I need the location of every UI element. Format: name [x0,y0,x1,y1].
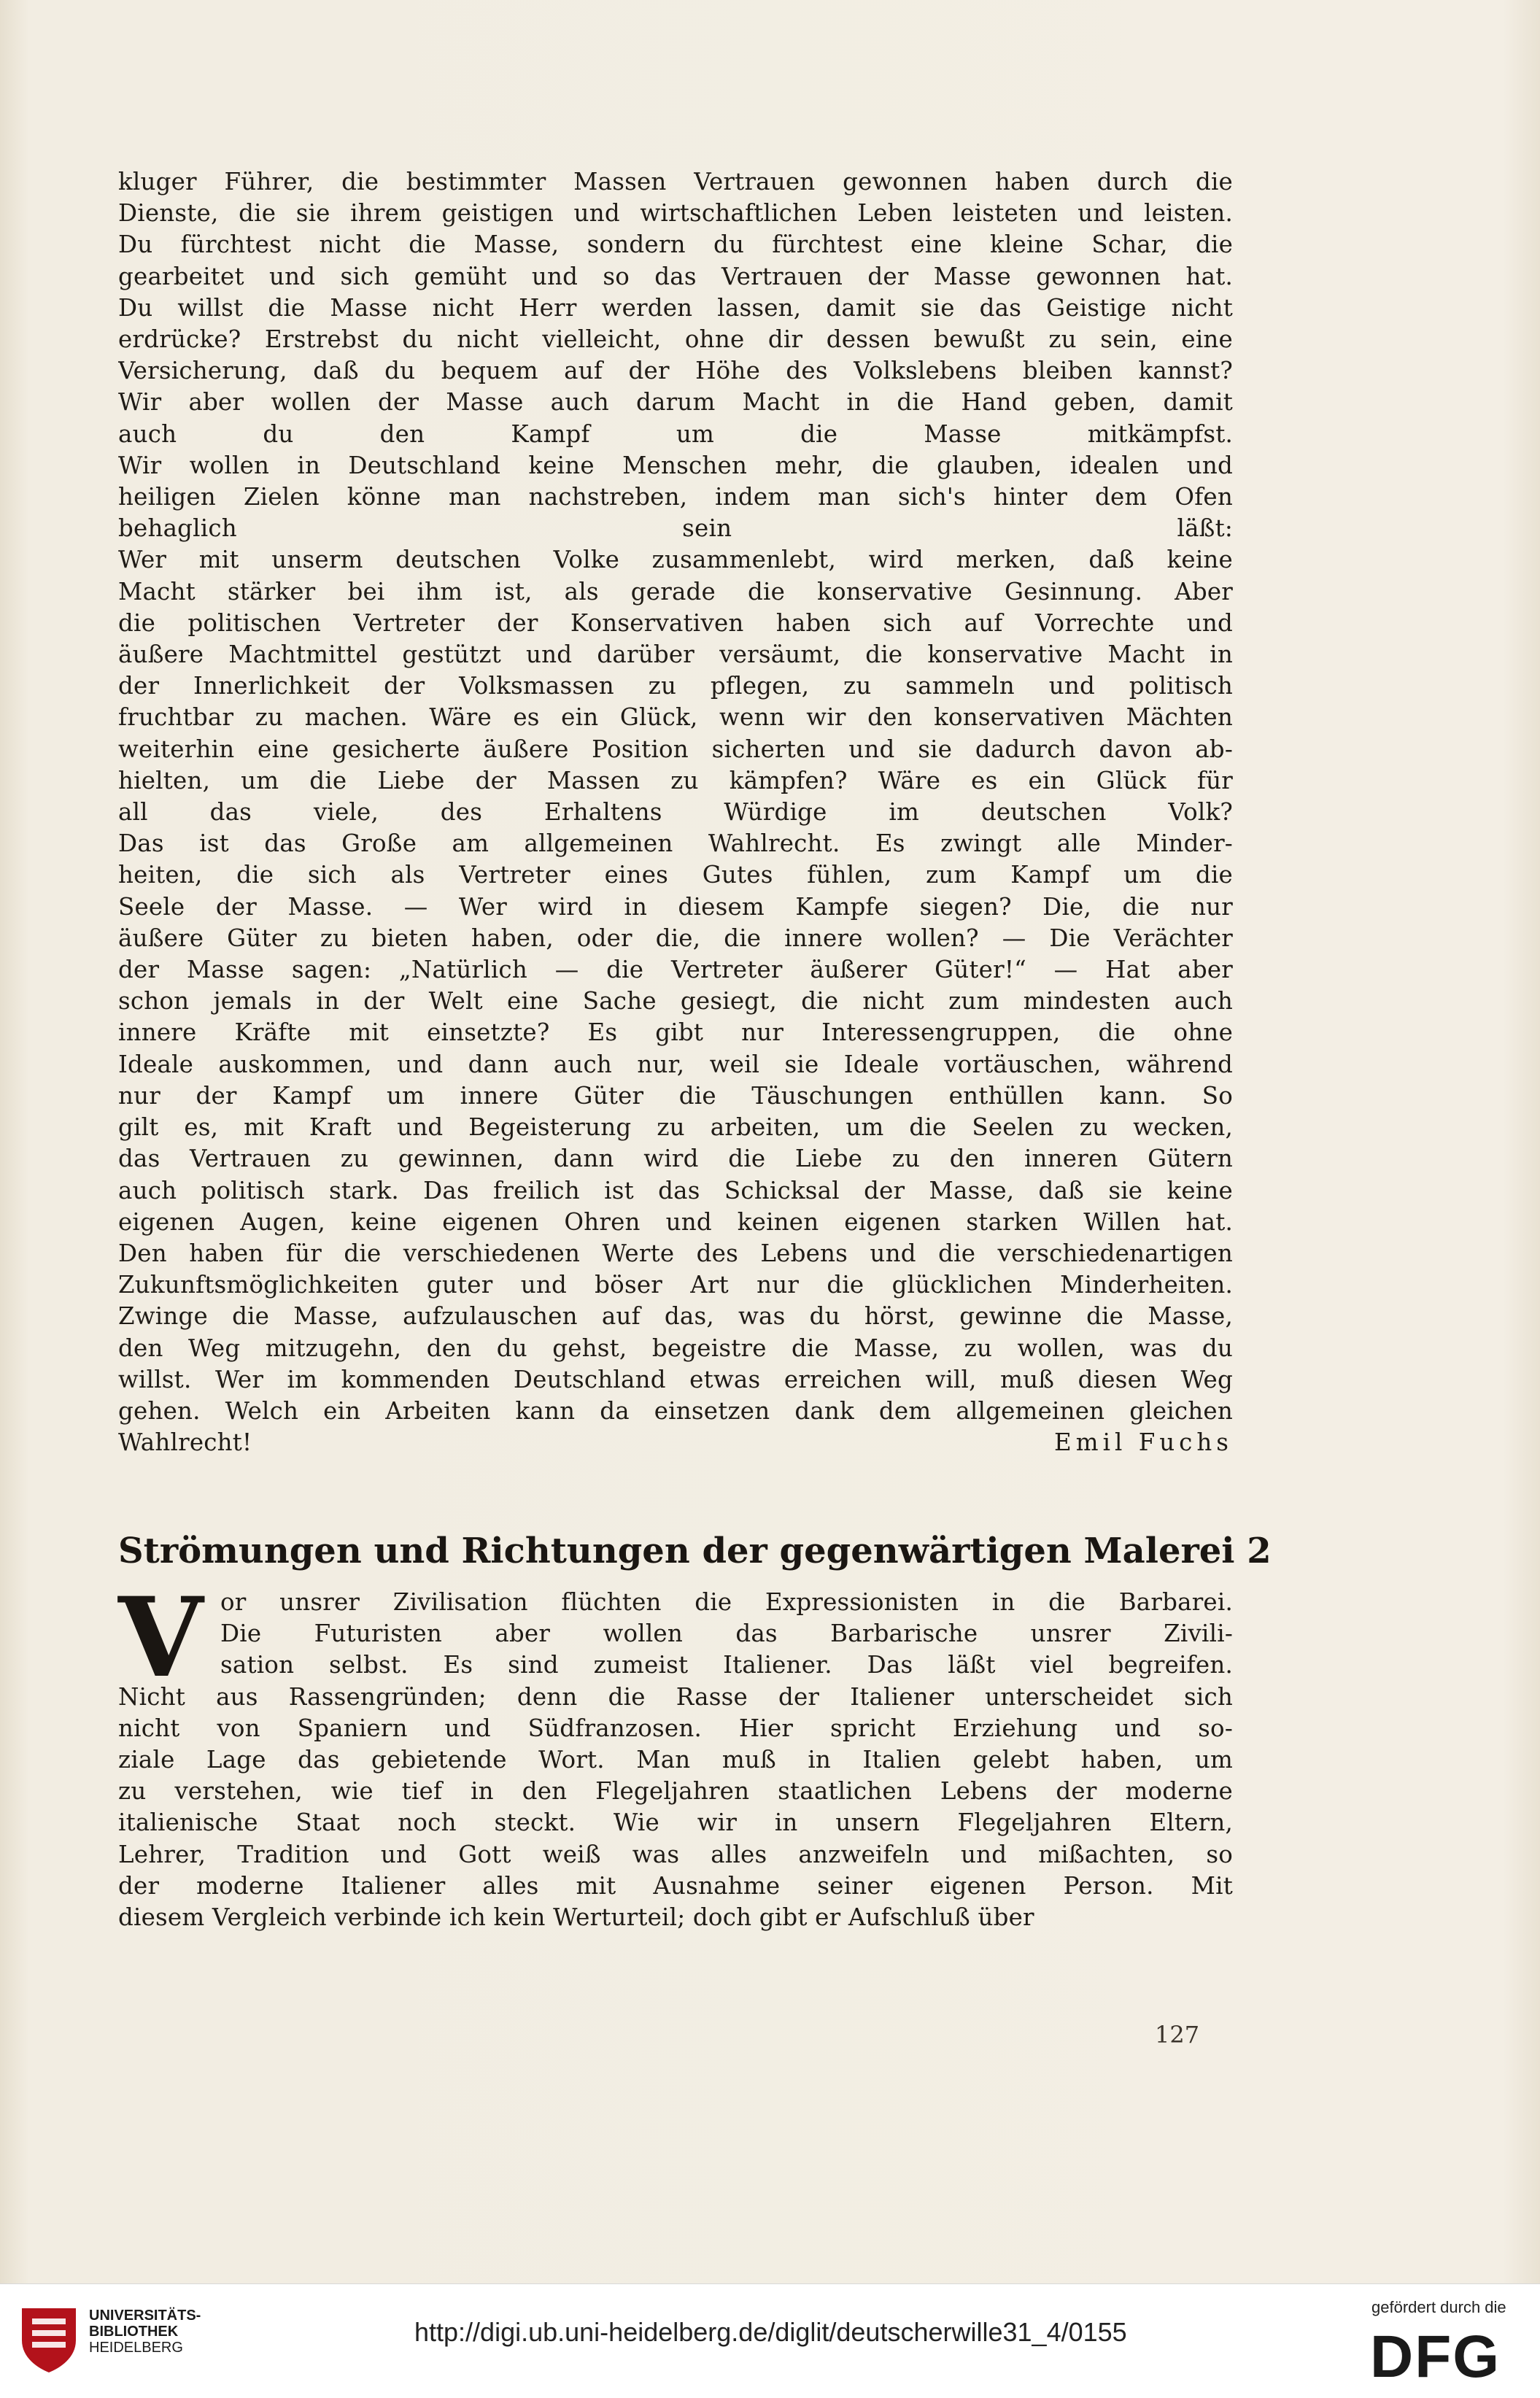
text-line: heiten, die sich als Vertreter eines Gutes fühlen, zum Kampf um die [118,861,1233,889]
text-line: der moderne Italiener alles mit Ausnahme seiner eigenen Person. Mit [118,1871,1233,1900]
text-line: heiligen Zielen könne man nachstreben, indem man sich's hinter dem Ofen [118,483,1233,511]
text-line: Zukunftsmöglichkeiten guter und böser Art nur die glücklichen Minderheiten. [118,1271,1233,1299]
text-line: Nicht aus Rassengründen; denn die Rasse der Italiener unterscheidet sich [118,1682,1233,1711]
text-line: Wer mit unserm deutschen Volke zusammenlebt, wird merken, daß keine [118,546,1233,574]
dfg-logo[interactable]: DFG [1370,2324,1501,2390]
text-line: eigenen Augen, keine eigenen Ohren und keinen eigenen starken Willen hat. [118,1207,1233,1236]
author-signature: Emil Fuchs [1054,1428,1233,1457]
text-line: zu verstehen, wie tief in den Flegeljahren staatlichen Lebens der moderne [118,1777,1233,1806]
text-line: Den haben für die verschiedenen Werte des Lebens und die verschiedenartigen [118,1239,1233,1267]
text-line: fruchtbar zu machen. Wäre es ein Glück, wenn wir den konservativen Mächten [118,703,1233,732]
library-name-line1: UNIVERSITÄTS- [89,2308,201,2324]
text-line: äußere Machtmittel gestützt und darüber versäumt, die konservative Macht in [118,641,1233,669]
text-line: gearbeitet und sich gemüht und so das Vertrauen der Masse gewonnen hat. [118,262,1233,290]
text-line: Du fürchtest nicht die Masse, sondern du fürchtest eine kleine Schar, die [118,231,1233,259]
closing-line [118,1427,1233,1458]
text-line: italienische Staat noch steckt. Wie wir in unsern Flegeljahren Eltern, [118,1809,1233,1837]
text-line: weiterhin eine gesicherte äußere Position sicherten und sie dadurch davon ab- [118,735,1233,763]
text-line: gehen. Welch ein Arbeiten kann da einsetzen dank dem allgemeinen gleichen [118,1396,1233,1425]
funding-label: gefördert durch die [1371,2298,1506,2316]
text-line: auch du den Kampf um die Masse mitkämpfst. [118,419,1233,448]
text-line: das Vertrauen zu gewinnen, dann wird die Liebe zu den inneren Gütern [118,1145,1233,1173]
text-line: diesem Vergleich verbinde ich kein Werturteil; doch gibt er Aufschluß über [118,1903,1034,1932]
text-line: Wir aber wollen der Masse auch darum Macht in die Hand geben, damit [118,388,1233,417]
text-line: Wir wollen in Deutschland keine Menschen mehr, die glauben, idealen und [118,451,1233,479]
text-line: ziale Lage das gebietende Wort. Man muß in Italien gelebt haben, um [118,1746,1233,1774]
text-line: behaglich sein läßt: [118,514,1233,543]
text-line: all das viele, des Erhaltens Würdige im deutschen Volk? [118,798,1233,827]
library-name[interactable] [89,2308,201,2356]
text-line: innere Kräfte mit einsetzte? Es gibt nur Interessengruppen, die ohne [118,1018,1233,1047]
article-heading: Strömungen und Richtungen der gegenwärtigen Malerei 2 [118,1531,1272,1571]
text-line: den Weg mitzugehn, den du gehst, begeistre die Masse, zu wollen, was du [118,1334,1233,1362]
text-line: or unsrer Zivilisation flüchten die Expressionisten in die Barbarei. [220,1588,1233,1616]
text-line: Die Futuristen aber wollen das Barbarische unsrer Zivili- [220,1620,1233,1648]
text-line: Du willst die Masse nicht Herr werden lassen, damit sie das Geistige nicht [118,293,1233,322]
text-line: Versicherung, daß du bequem auf der Höhe des Volkslebens bleiben kannst? [118,357,1233,385]
text-line: Ideale auskommen, und dann auch nur, weil sie Ideale vortäuschen, während [118,1050,1233,1078]
text-line: hielten, um die Liebe der Massen zu kämpfen? Wäre es ein Glück für [118,766,1233,794]
text-line: äußere Güter zu bieten haben, oder die, die innere wollen? — Die Verächter [118,924,1233,952]
text-line: der Masse sagen: „Natürlich — die Vertreter äußerer Güter!“ — Hat aber [118,956,1233,984]
text-line: Dienste, die sie ihrem geistigen und wirtschaftlichen Leben leisteten und leisten. [118,199,1233,228]
library-name-line2: BIBLIOTHEK [89,2324,179,2340]
text-line: nur der Kampf um innere Güter die Täuschungen enthüllen kann. So [118,1081,1233,1110]
page-number: 127 [1155,2021,1200,2049]
permalink-url[interactable]: http://digi.ub.uni-heidelberg.de/diglit/deutscherwille31_4/0155 [414,2317,1127,2347]
text-line: Zwinge die Masse, aufzulauschen auf das, was du hörst, gewinne die Masse, [118,1302,1233,1331]
text-line: schon jemals in der Welt eine Sache gesiegt, die nicht zum mindesten auch [118,987,1233,1016]
closing-text: Wahlrecht! [118,1428,252,1457]
text-line: die politischen Vertreter der Konservativen haben sich auf Vorrechte und [118,608,1233,637]
article-body-1 [118,166,1233,1458]
university-library-logo-icon[interactable] [16,2304,82,2374]
text-line: Seele der Masse. — Wer wird in diesem Kampfe siegen? Die, die nur [118,892,1233,921]
text-line: Lehrer, Tradition und Gott weiß was alles anzweifeln und mißachten, so [118,1840,1233,1868]
text-line: sation selbst. Es sind zumeist Italiener. Das läßt viel begreifen. [220,1651,1233,1679]
library-name-line3: HEIDELBERG [89,2340,183,2356]
text-line: erdrücke? Erstrebst du nicht vielleicht, ohne dir dessen bewußt zu sein, eine [118,325,1233,354]
text-line: auch politisch stark. Das freilich ist das Schicksal der Masse, daß sie keine [118,1176,1233,1204]
text-line: willst. Wer im kommenden Deutschland etwas erreichen will, muß diesen Weg [118,1365,1233,1393]
drop-cap: V [118,1574,204,1702]
text-line: Macht stärker bei ihm ist, als gerade die konservative Gesinnung. Aber [118,577,1233,606]
text-line: nicht von Spaniern und Südfranzosen. Hier spricht Erziehung und so- [118,1714,1233,1742]
article-body-2 [118,1587,1233,1933]
text-line: Das ist das Große am allgemeinen Wahlrecht. Es zwingt alle Minder- [118,829,1233,858]
text-line: gilt es, mit Kraft und Begeisterung zu arbeiten, um die Seelen zu wecken, [118,1113,1233,1142]
text-line: kluger Führer, die bestimmter Massen Vertrauen gewonnen haben durch die [118,168,1233,196]
text-line: der Innerlichkeit der Volksmassen zu pflegen, zu sammeln und politisch [118,672,1233,700]
